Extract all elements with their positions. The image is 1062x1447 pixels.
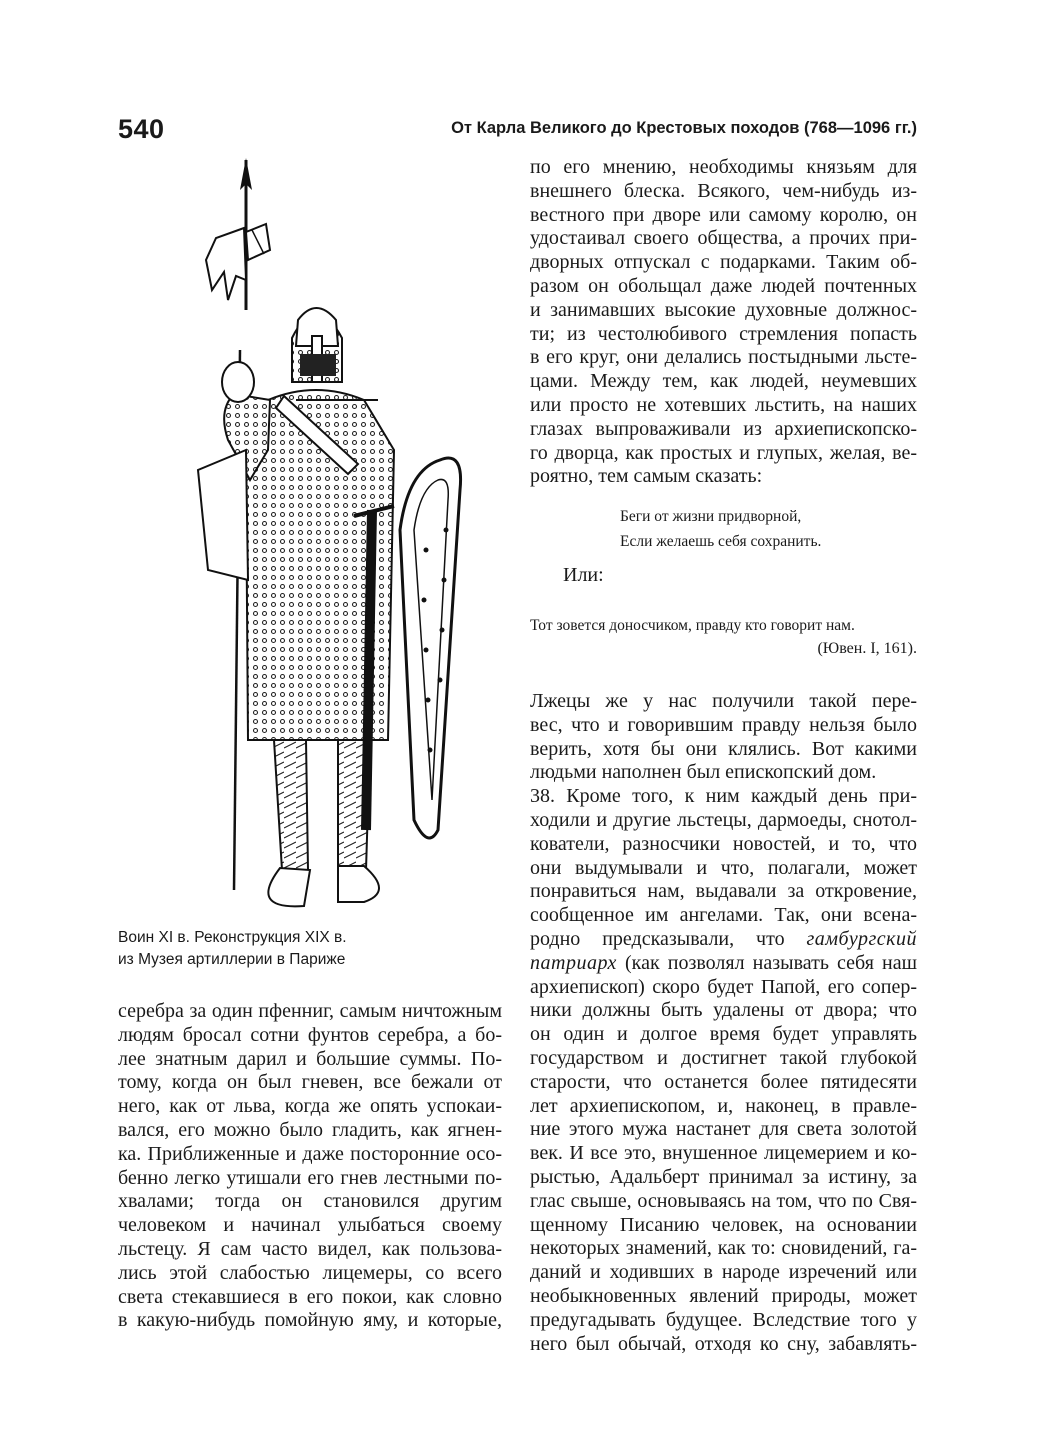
text-line: дворных отпускал с подарками. Таким об- [530,251,917,274]
text-line: разом он обольщал даже людей почтенных [530,274,917,297]
text-line: необыкновенных явлений природы, может [530,1284,917,1307]
text-line: сообщенное им ангелами. Так, они всена- [530,904,917,927]
verse-line: Беги от жизни придворной, [620,508,802,525]
text-line: в его круг, они делались постыдными льсте- [530,346,917,369]
text-line: вестного при дворе или самому королю, он [530,203,917,226]
text-line: или просто не хотевших льстить, на наших [530,393,917,416]
text-line: некоторых знамений, как то: сновидений, га- [530,1237,917,1260]
text-line: глас свыше, основываясь на том, что по Свя- [530,1189,917,1212]
text-line: удостаивал своего общества, а прочих при- [530,227,917,250]
caption-line: из Музея артиллерии в Париже [118,951,346,968]
text-line: верить, хотя бы они клялись. Вот какими [530,737,917,760]
text-line: они выдумывали и что, полагали, может [530,856,917,879]
text-fragment: (как позволял называть себя наш [616,951,917,974]
text-line: по его мнению, необходимы князьям для [530,156,917,178]
text-line [530,928,917,952]
text-line: ние этого мужа настанет для света золотой [530,1118,917,1141]
text-line: старости, что останется более пятидесяти [530,1070,917,1093]
verse-block [620,504,821,554]
right-column-text-top [530,156,917,489]
text-line: серебра за один пфенниг, самым ничтожным [118,1000,502,1022]
left-column-text [118,1000,502,1333]
text-line: света стекавшиеся в его покои, как словно [118,1285,502,1308]
text-line: людьми наполнен был епископский дом. [530,761,877,784]
text-line: него, как от льва, когда же опять успокаи- [118,1095,502,1118]
text-line: предугадывать будущее. Вследствие того у [530,1308,917,1331]
text-line: лет архиепископом, и, наконец, в правле- [530,1094,917,1117]
text-line: цами. Между тем, как людей, неумевших [530,370,917,393]
text-line: вес, что и говорившим правду нельзя было [530,713,917,736]
text-line: вался, его можно было гладить, как ягнен- [118,1118,502,1141]
text-line: го дворца, как простых и глупых, желая, ве- [530,441,917,464]
italic-term: гамбургский [806,927,917,950]
text-line: и занимавших высокие духовные должнос- [530,298,917,321]
text-line: в какую-нибудь помойную яму, и которые, [118,1309,502,1332]
verse-line: Если желаешь себя сохранить. [620,533,822,550]
quote-block [530,614,917,660]
text-line: даний и ходивших в народе изречений или [530,1261,917,1284]
text-line: бенно легко утишали его гнев лестными по- [118,1166,502,1189]
text-line: человеком и начинал улыбаться своему [118,1214,502,1237]
text-line [530,952,917,976]
text-line: государством и достигнет такой глубокой [530,1046,917,1069]
text-line: понравиться нам, выдавали за откровение, [530,880,917,903]
text-line: Лжецы же у нас получили такой пере- [530,690,917,712]
text-fragment: родно предсказывали, что [530,927,807,950]
text-line: щенному Писанию человек, на основании [530,1213,917,1236]
text-line: ти; из честолюбивого стремления попасть [530,322,917,345]
text-line: роятно, тем самым сказать: [530,465,763,488]
text-line: ходили и другие льстецы, дармоеды, снотол- [530,808,917,831]
warrior-illustration [188,150,508,920]
italic-term: патриарх [530,951,617,974]
text-line: 38. Кроме того, к ним каждый день при- [530,785,917,808]
caption-line: Воин XI в. Реконструкция XIX в. [118,929,347,946]
right-column-text-bottom [530,690,917,1356]
text-line: ка. Приближенные и даже посторонние осо- [118,1142,502,1165]
text-line: лись этой слабостью лицемеры, со всего [118,1261,502,1284]
text-line: архиепископ) скоро будет Папой, его сопер- [530,975,917,998]
text-line: лее знатным дарил и большие суммы. По- [118,1047,502,1070]
text-line: людям бросал сотни фунтов серебра, а бо- [118,1023,502,1046]
text-line: льстецу. Я сам часто видел, как пользова- [118,1237,502,1260]
verse-connector: Или: [563,564,604,586]
text-line: кователи, разносчики новостей, и то, что [530,832,917,855]
quote-line: Тот зовется доносчиком, правду кто говорит нам. [530,617,855,634]
running-title: От Карла Великого до Крестовых походов (768—1096 гг.) [451,119,917,137]
text-line: ники должны быть удалены от двора; что [530,999,917,1022]
text-line: внешнего блеска. Всякого, чем-нибудь из- [530,179,917,202]
quote-source: (Ювен. I, 161). [817,640,917,657]
figure-caption [118,927,498,971]
text-line: век. И все это, внушенное лицемерием и ко- [530,1142,917,1165]
text-line: рыстью, Адальберт принимал за истину, за [530,1165,917,1188]
text-line: он один и долгое время будет управлять [530,1023,917,1046]
page-number: 540 [118,114,165,144]
text-line: него был обычай, отходя ко сну, забавлять- [530,1332,917,1355]
text-line: тому, когда он был гневен, все бежали от [118,1071,502,1094]
text-line: хвалами; тогда он становился другим [118,1190,502,1213]
text-line: глазах выпроваживали из архиепископско- [530,417,917,440]
